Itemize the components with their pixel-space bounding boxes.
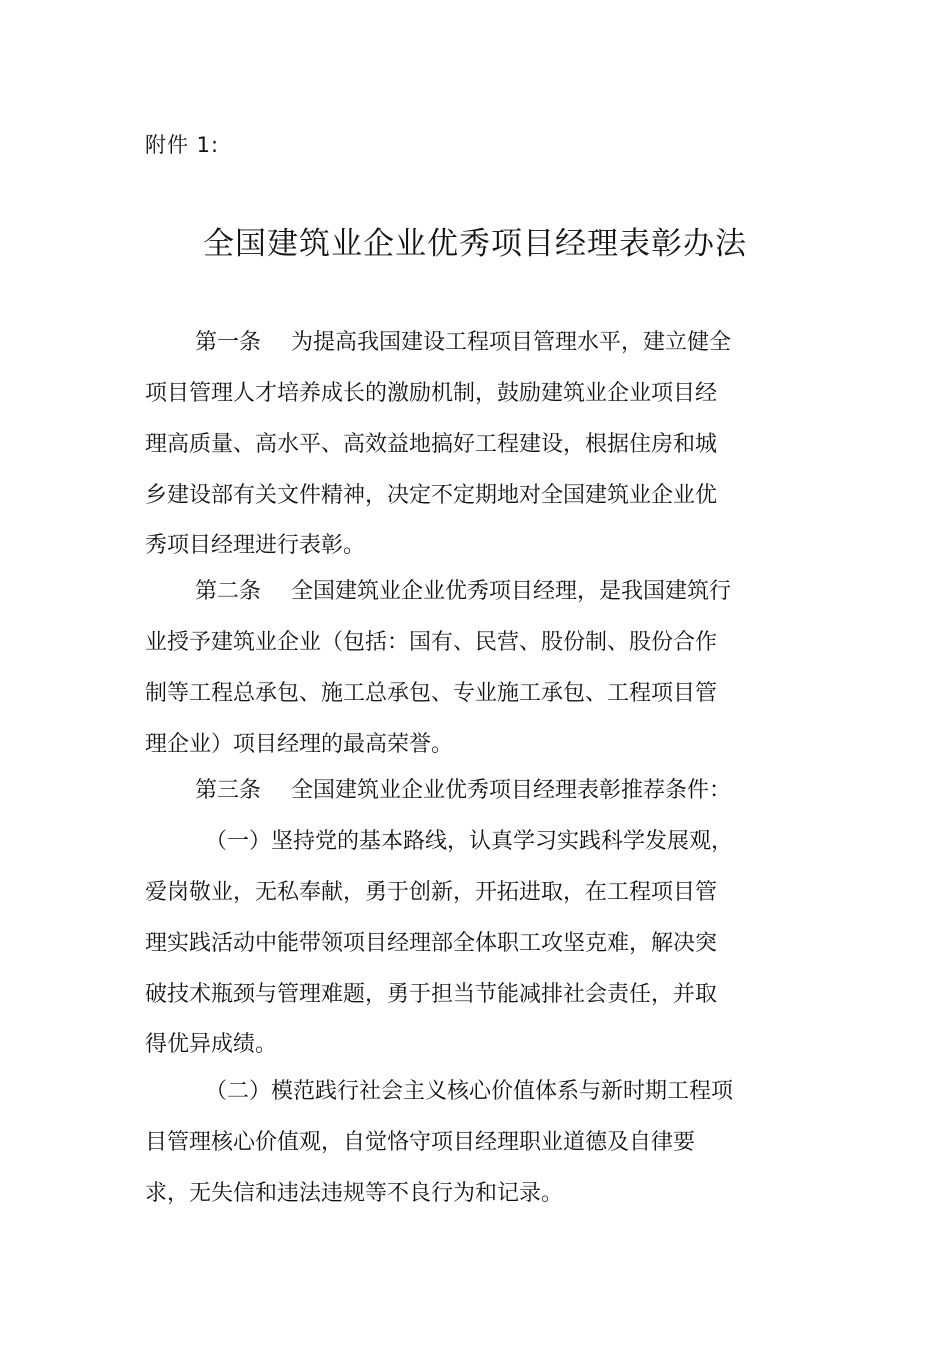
paragraph-line: 理实践活动中能带领项目经理部全体职工攻坚克难，解决突: [145, 931, 718, 956]
article-2-text: 全国建筑业企业优秀项目经理，是我国建筑行: [291, 579, 732, 604]
attachment-label: 附件 1:: [145, 133, 220, 157]
item-1-first-line: （一）坚持党的基本路线，认真学习实践科学发展观，: [205, 829, 734, 854]
paragraph-line: 爱岗敬业，无私奉献，勇于创新，开拓进取，在工程项目管: [145, 880, 718, 905]
article-1-text: 为提高我国建设工程项目管理水平，建立健全: [291, 330, 732, 355]
paragraph-line: 目管理核心价值观，自觉恪守项目经理职业道德及自律要: [145, 1130, 696, 1155]
article-3-text: 全国建筑业企业优秀项目经理表彰推荐条件：: [291, 778, 732, 803]
article-2-label: 第二条: [195, 579, 262, 604]
paragraph-line: 乡建设部有关文件精神，决定不定期地对全国建筑业企业优: [145, 483, 718, 508]
paragraph-line: 理高质量、高水平、高效益地搞好工程建设，根据住房和城: [145, 432, 718, 457]
paragraph-line: 业授予建筑业企业（包括：国有、民营、股份制、股份合作: [145, 630, 718, 655]
paragraph-line: 求，无失信和违法违规等不良行为和记录。: [145, 1181, 564, 1206]
article-3-first-line: [195, 775, 815, 807]
paragraph-line: 得优异成绩。: [145, 1032, 278, 1057]
page-title: 全国建筑业企业优秀项目经理表彰办法: [203, 226, 747, 262]
article-2-first-line: [195, 576, 815, 608]
paragraph-line: 理企业）项目经理的最高荣誉。: [145, 732, 454, 757]
article-3-label: 第三条: [195, 778, 262, 803]
article-1-first-line: [195, 327, 815, 359]
item-2-first-line: （二）模范践行社会主义核心价值体系与新时期工程项: [205, 1079, 734, 1104]
paragraph-line: 破技术瓶颈与管理难题，勇于担当节能减排社会责任，并取: [145, 982, 718, 1007]
paragraph-line: 项目管理人才培养成长的激励机制，鼓励建筑业企业项目经: [145, 381, 718, 406]
paragraph-line: 制等工程总承包、施工总承包、专业施工承包、工程项目管: [145, 681, 718, 706]
paragraph-line: 秀项目经理进行表彰。: [145, 533, 366, 558]
article-1-label: 第一条: [195, 330, 262, 355]
